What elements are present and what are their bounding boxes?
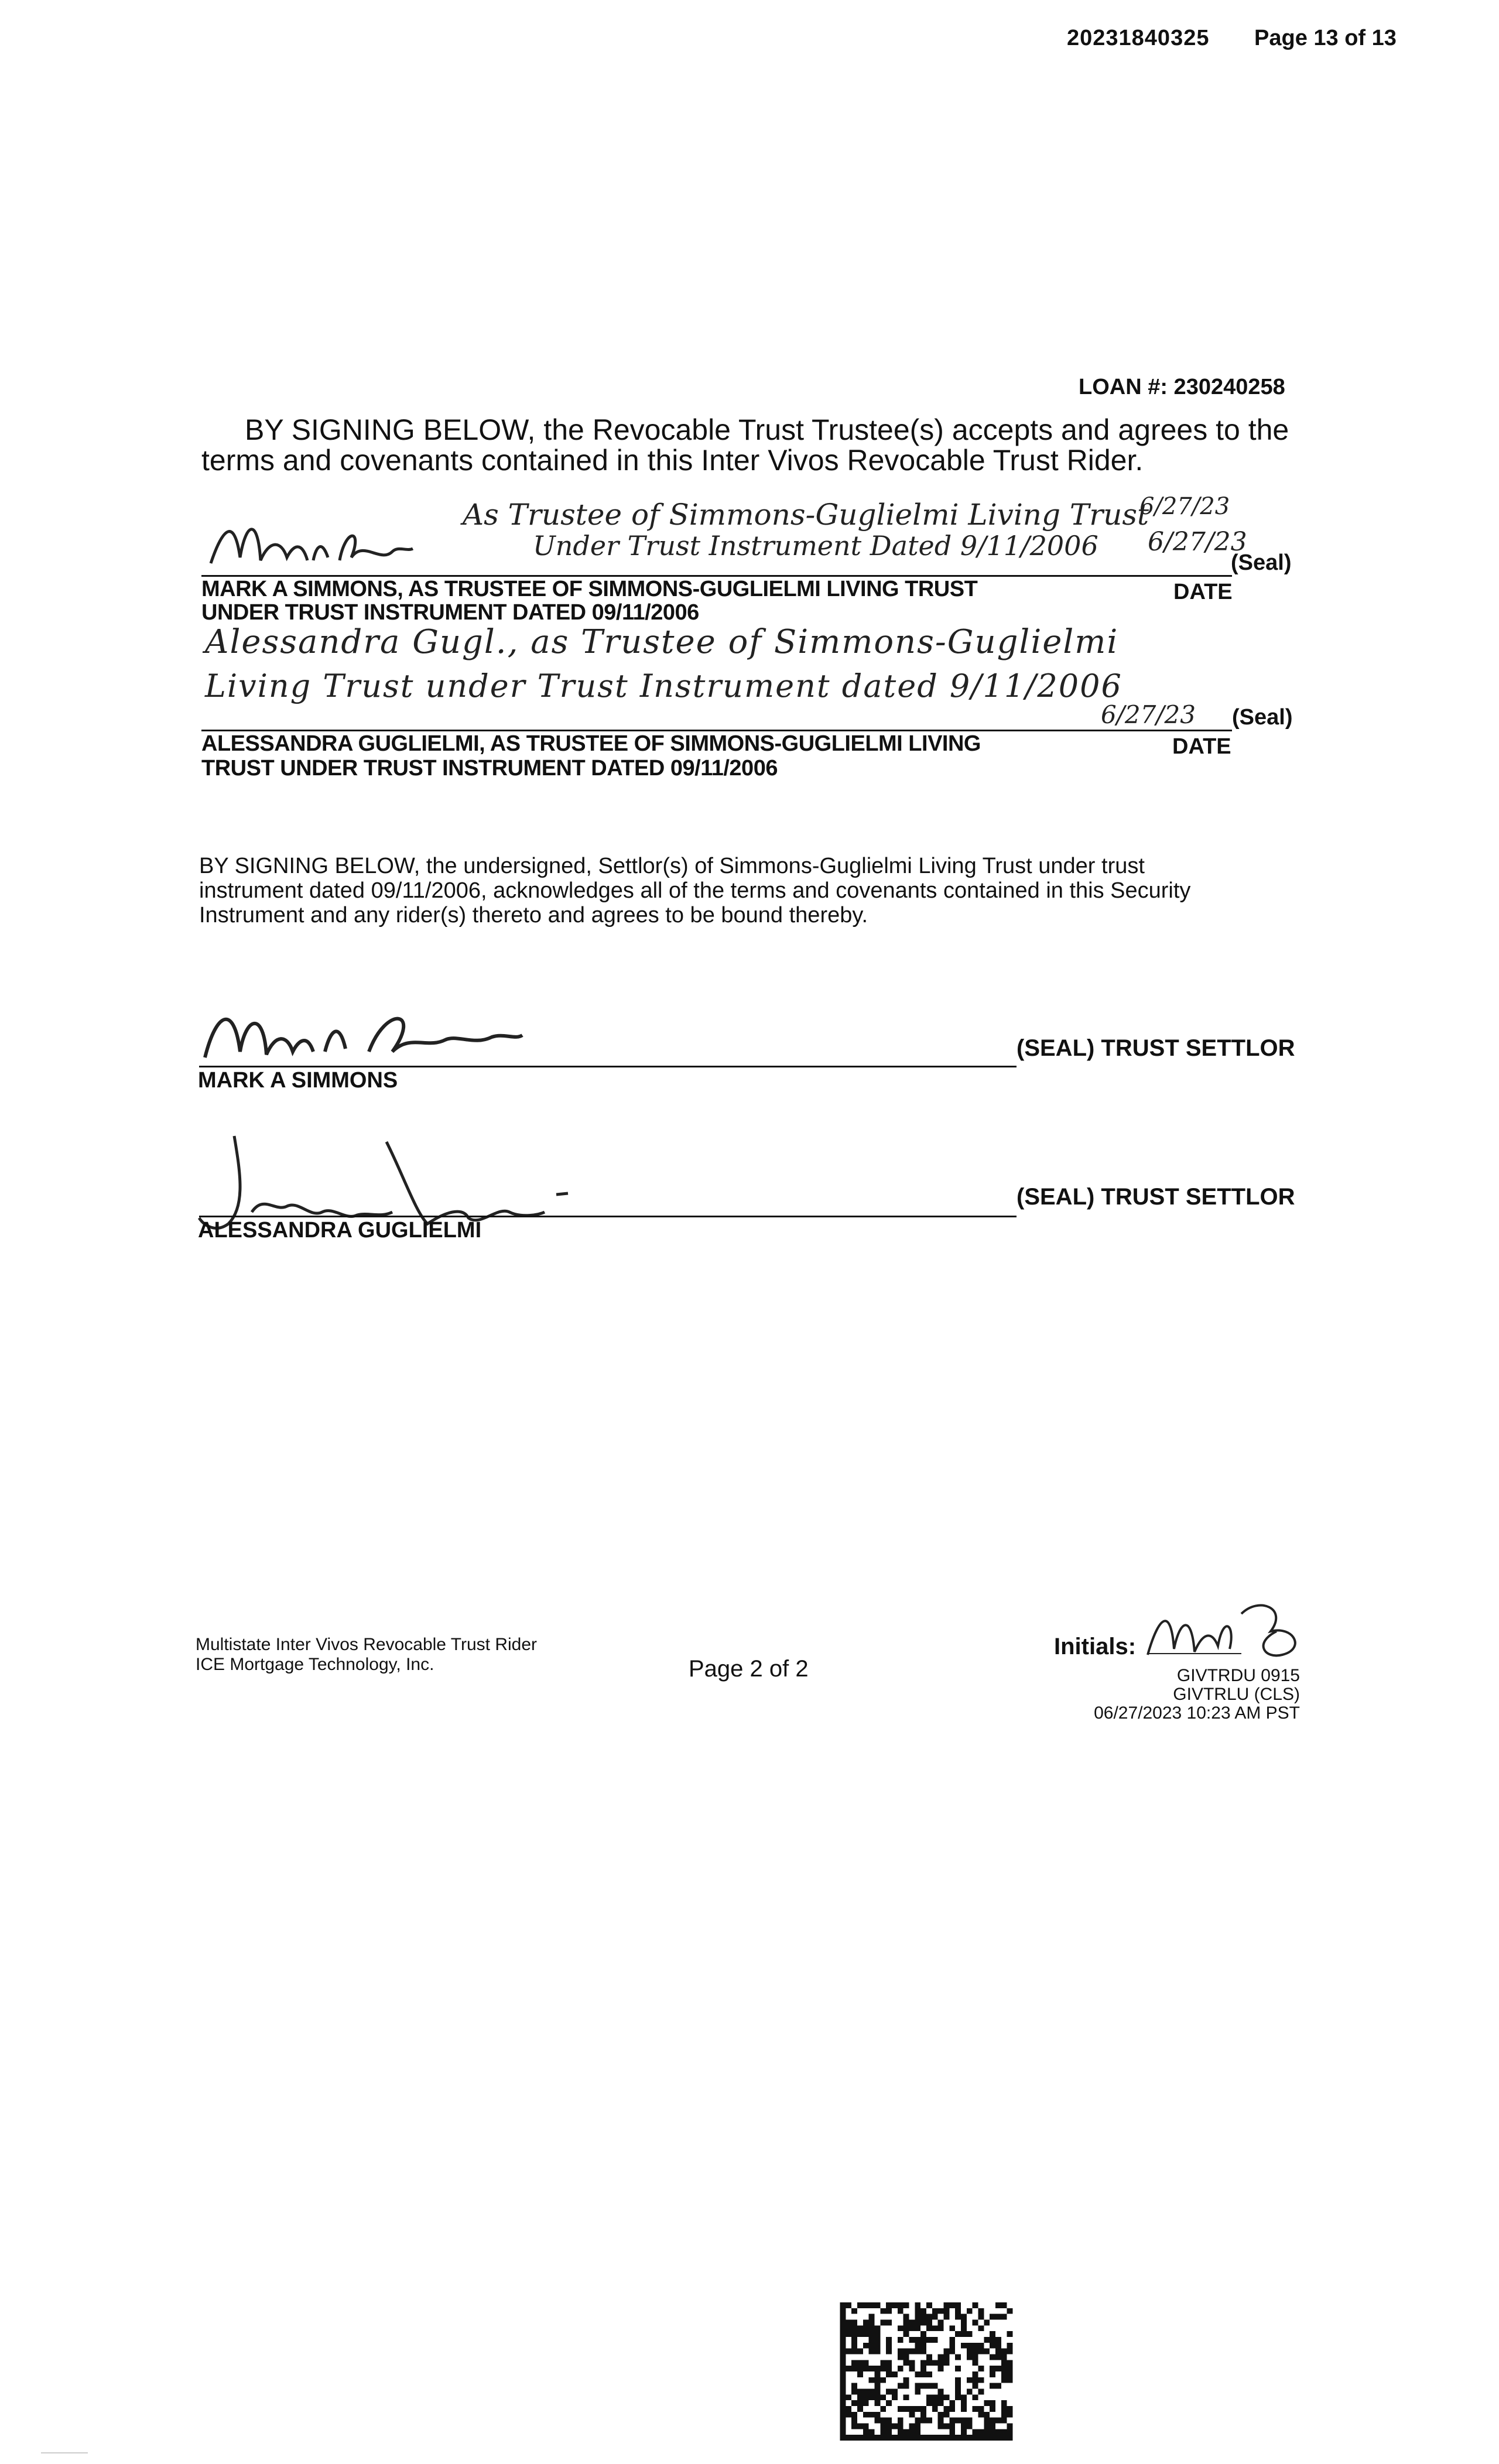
settlor2-label: (SEAL) TRUST SETTLOR [1017, 1184, 1295, 1210]
settlor1-signature [199, 993, 527, 1069]
trustee1-handwriting-line2: Under Trust Instrument Dated 9/11/2006 [533, 530, 1098, 562]
trustee1-handwriting-line1: As Trustee of Simmons-Guglielmi Living Trust [463, 498, 1149, 532]
settlor-para-line3: Instrument and any rider(s) thereto and agrees to be bound thereby. [199, 903, 868, 928]
trustee2-handwriting-line1: Alessandra Gugl., as Trustee of Simmons-Guglielmi [205, 623, 1119, 661]
footer-form-name: Multistate Inter Vivos Revocable Trust Rider [196, 1635, 538, 1654]
footer-timestamp: 06/27/2023 10:23 AM PST [1094, 1703, 1300, 1723]
scan-mark [41, 2452, 88, 2453]
trustee2-caption-line2: TRUST UNDER TRUST INSTRUMENT DATED 09/11/2006 [201, 756, 778, 781]
settlor1-label: (SEAL) TRUST SETTLOR [1017, 1035, 1295, 1061]
footer-company: ICE Mortgage Technology, Inc. [196, 1655, 434, 1674]
trustee1-handwritten-date-top: 6/27/23 [1139, 493, 1230, 520]
initials-label: Initials: [1054, 1634, 1137, 1659]
trustee1-seal: (Seal) [1231, 550, 1292, 575]
loan-number: LOAN #: 230240258 [1079, 375, 1285, 399]
trustee1-signature [205, 505, 416, 575]
initials-signature [1142, 1590, 1317, 1666]
settlor-para-line1: BY SIGNING BELOW, the undersigned, Settlor(s) of Simmons-Guglielmi Living Trust under trust [199, 854, 1145, 878]
trustee2-handwritten-date: 6/27/23 [1101, 700, 1196, 729]
page-indicator: Page 13 of 13 [1254, 26, 1397, 50]
settlor2-name: ALESSANDRA GUGLIELMI [198, 1218, 482, 1243]
trustee-intro-line1: BY SIGNING BELOW, the Revocable Trust Trustee(s) accepts and agrees to the [245, 413, 1289, 446]
trustee-intro-line2: terms and covenants contained in this Inter Vivos Revocable Trust Rider. [201, 444, 1144, 477]
footer-page: Page 2 of 2 [689, 1656, 809, 1682]
footer-code2: GIVTRLU (CLS) [1173, 1685, 1300, 1704]
trustee1-caption-line2: UNDER TRUST INSTRUMENT DATED 09/11/2006 [201, 600, 699, 625]
footer-code1: GIVTRDU 0915 [1176, 1666, 1300, 1685]
trustee1-handwritten-date: 6/27/23 [1148, 527, 1247, 557]
barcode-icon [839, 2302, 1014, 2441]
trustee2-handwriting-line2: Living Trust under Trust Instrument dated 9/11/2006 [205, 668, 1122, 704]
settlor2-signature-line [199, 1216, 1017, 1217]
settlor1-signature-line [199, 1066, 1017, 1067]
settlor-para-line2: instrument dated 09/11/2006, acknowledges all of the terms and covenants contained in this Security [199, 878, 1191, 903]
settlor1-name: MARK A SIMMONS [198, 1068, 398, 1093]
trustee2-caption-line1: ALESSANDRA GUGLIELMI, AS TRUSTEE OF SIMMONS-GUGLIELMI LIVING [201, 731, 981, 756]
document-number: 20231840325 [1067, 26, 1210, 50]
trustee1-date-label: DATE [1173, 580, 1233, 604]
trustee2-seal: (Seal) [1232, 705, 1293, 730]
trustee1-caption-line1: MARK A SIMMONS, AS TRUSTEE OF SIMMONS-GUGLIELMI LIVING TRUST [201, 577, 978, 601]
trustee2-date-label: DATE [1172, 734, 1231, 759]
